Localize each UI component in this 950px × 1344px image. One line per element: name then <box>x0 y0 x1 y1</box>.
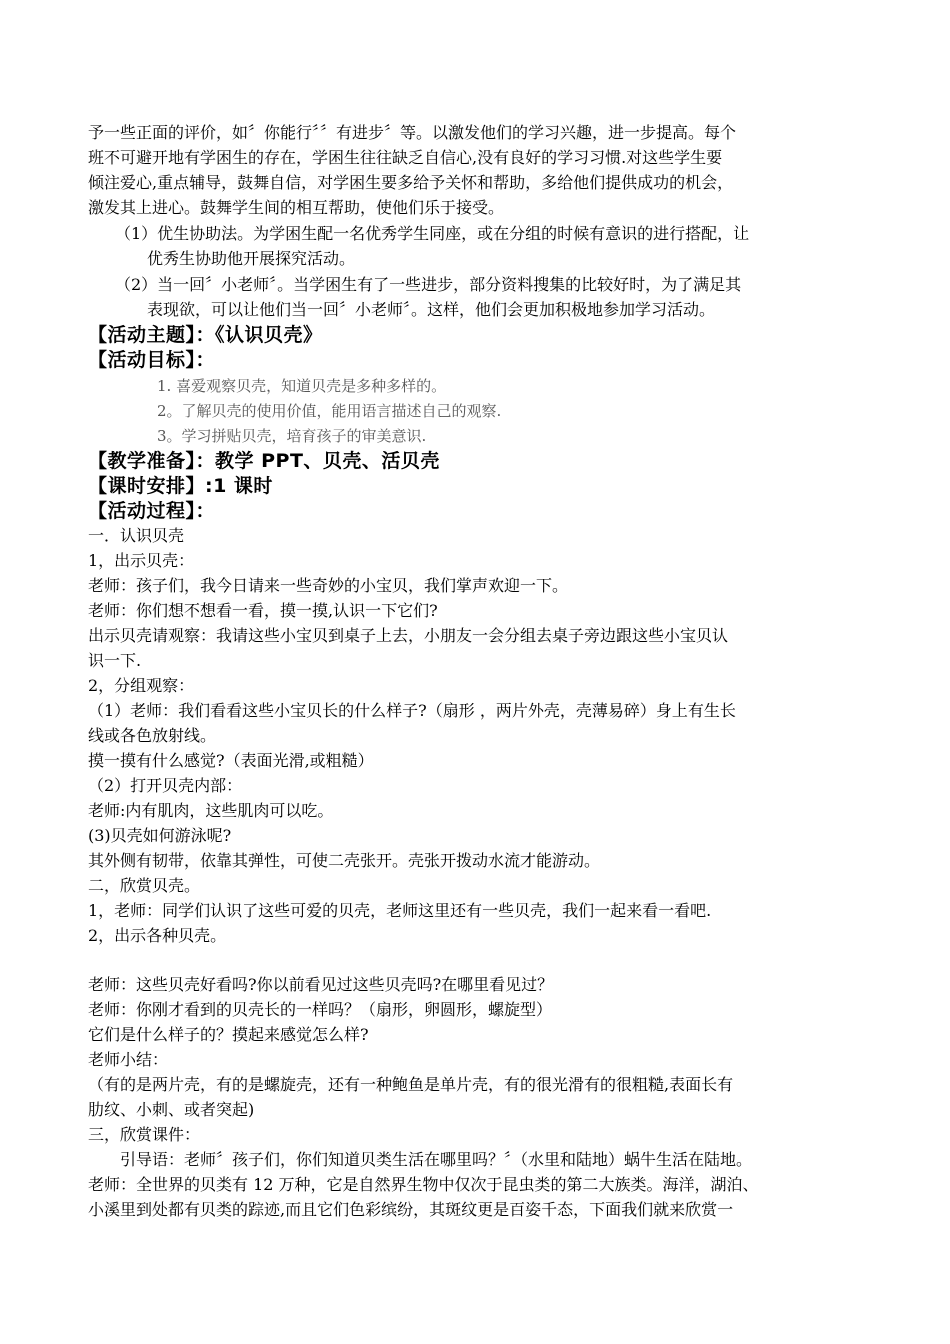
text-line: 引导语：老师〞孩子们，你们知道贝类生活在哪里吗？〞（水里和陆地）蜗牛生活在陆地。 <box>120 1150 753 1169</box>
text-line: 老师：孩子们，我今日请来一些奇妙的小宝贝，我们掌声欢迎一下。 <box>88 576 569 595</box>
text-line: 老师小结： <box>88 1050 169 1069</box>
section-heading-theme: 【活动主题】：《认识贝壳》 <box>88 324 323 346</box>
section-heading-prep: 【教学准备】：教学 PPT、贝壳、活贝壳 <box>88 450 440 472</box>
text-line: 出示贝壳请观察：我请这些小宝贝到桌子上去，小朋友一会分组去桌子旁边跟这些小宝贝认 <box>88 626 729 645</box>
section-heading-process: 【活动过程】： <box>88 500 216 522</box>
text-line: 一．认识贝壳 <box>88 526 185 545</box>
text-line: 老师：全世界的贝类有 12 万种，它是自然界生物中仅次于昆虫类的第二大族类。海洋，湖泊、 <box>88 1175 759 1194</box>
text-line: 表现欲，可以让他们当一回〞小老师〞。这样，他们会更加积极地参加学习活动。 <box>147 300 716 319</box>
text-line: 识一下. <box>88 651 142 670</box>
text-line: （有的是两片壳，有的是螺旋壳，还有一种鲍鱼是单片壳，有的很光滑有的很粗糙,表面长有 <box>88 1075 734 1094</box>
text-line: （2）当一回〞小老师〞。当学困生有了一些进步，部分资料搜集的比较好时，为了满足其 <box>115 275 742 294</box>
text-line: （1）老师：我们看看这些小宝贝长的什么样子?（扇形 ，两片外壳，壳薄易碎）身上有生长 <box>88 701 736 720</box>
text-line: 线或各色放射线。 <box>88 726 217 745</box>
text-line: （1）优生协助法。为学困生配一名优秀学生同座，或在分组的时候有意识的进行搭配，让 <box>115 224 750 243</box>
text-line: 三，欣赏课件： <box>88 1125 201 1144</box>
goal-item: 1. 喜爱观察贝壳，知道贝壳是多种多样的。 <box>157 377 447 395</box>
text-line: 它们是什么样子的？摸起来感觉怎么样? <box>88 1025 369 1044</box>
goal-item: 3。学习拼贴贝壳，培育孩子的审美意识. <box>157 427 427 445</box>
text-line: 二，欣赏贝壳。 <box>88 876 201 895</box>
goal-item: 2。了解贝壳的使用价值，能用语言描述自己的观察. <box>157 402 502 420</box>
section-heading-schedule: 【课时安排】:1 课时 <box>88 475 273 497</box>
text-line: 肋纹、小刺、或者突起) <box>88 1100 255 1119</box>
text-line: 摸一摸有什么感觉?（表面光滑,或粗糙） <box>88 751 374 770</box>
section-heading-goals: 【活动目标】： <box>88 349 216 371</box>
text-line: （2）打开贝壳内部： <box>88 776 243 795</box>
text-line: 老师：你们想不想看一看，摸一摸,认识一下它们? <box>88 601 438 620</box>
text-line: 1，老师：同学们认识了这些可爱的贝壳，老师这里还有一些贝壳，我们一起来看一看吧. <box>88 901 712 920</box>
text-line: 激发其上进心。鼓舞学生间的相互帮助，使他们乐于接受。 <box>88 198 505 217</box>
text-line: 2，出示各种贝壳。 <box>88 926 227 945</box>
text-line: 老师:内有肌肉，这些肌肉可以吃。 <box>88 801 334 820</box>
text-line: 予一些正面的评价，如〞你能行〞〞有进步〞等。以激发他们的学习兴趣，进一步提高。每个 <box>88 123 737 142</box>
text-line: 倾注爱心,重点辅导，鼓舞自信，对学困生要多给予关怀和帮助，多给他们提供成功的机会， <box>88 173 734 192</box>
text-line: 1，出示贝壳： <box>88 551 195 570</box>
text-line: 老师：这些贝壳好看吗?你以前看见过这些贝壳吗?在哪里看见过？ <box>88 975 554 994</box>
text-line: 小溪里到处都有贝类的踪迹,而且它们色彩缤纷，其斑纹更是百姿千态，下面我们就来欣赏一 <box>88 1200 734 1219</box>
text-line: 其外侧有韧带，依靠其弹性，可使二壳张开。壳张开拨动水流才能游动。 <box>88 851 601 870</box>
text-line: 2，分组观察： <box>88 676 195 695</box>
text-line: 优秀生协助他开展探究活动。 <box>147 249 356 268</box>
text-line: 老师：你刚才看到的贝壳长的一样吗？（扇形，卵圆形，螺旋型） <box>88 1000 553 1019</box>
text-line: (3)贝壳如何游泳呢? <box>88 826 232 845</box>
text-line: 班不可避开地有学困生的存在，学困生往往缺乏自信心,没有良好的学习习惯.对这些学生要 <box>88 148 723 167</box>
